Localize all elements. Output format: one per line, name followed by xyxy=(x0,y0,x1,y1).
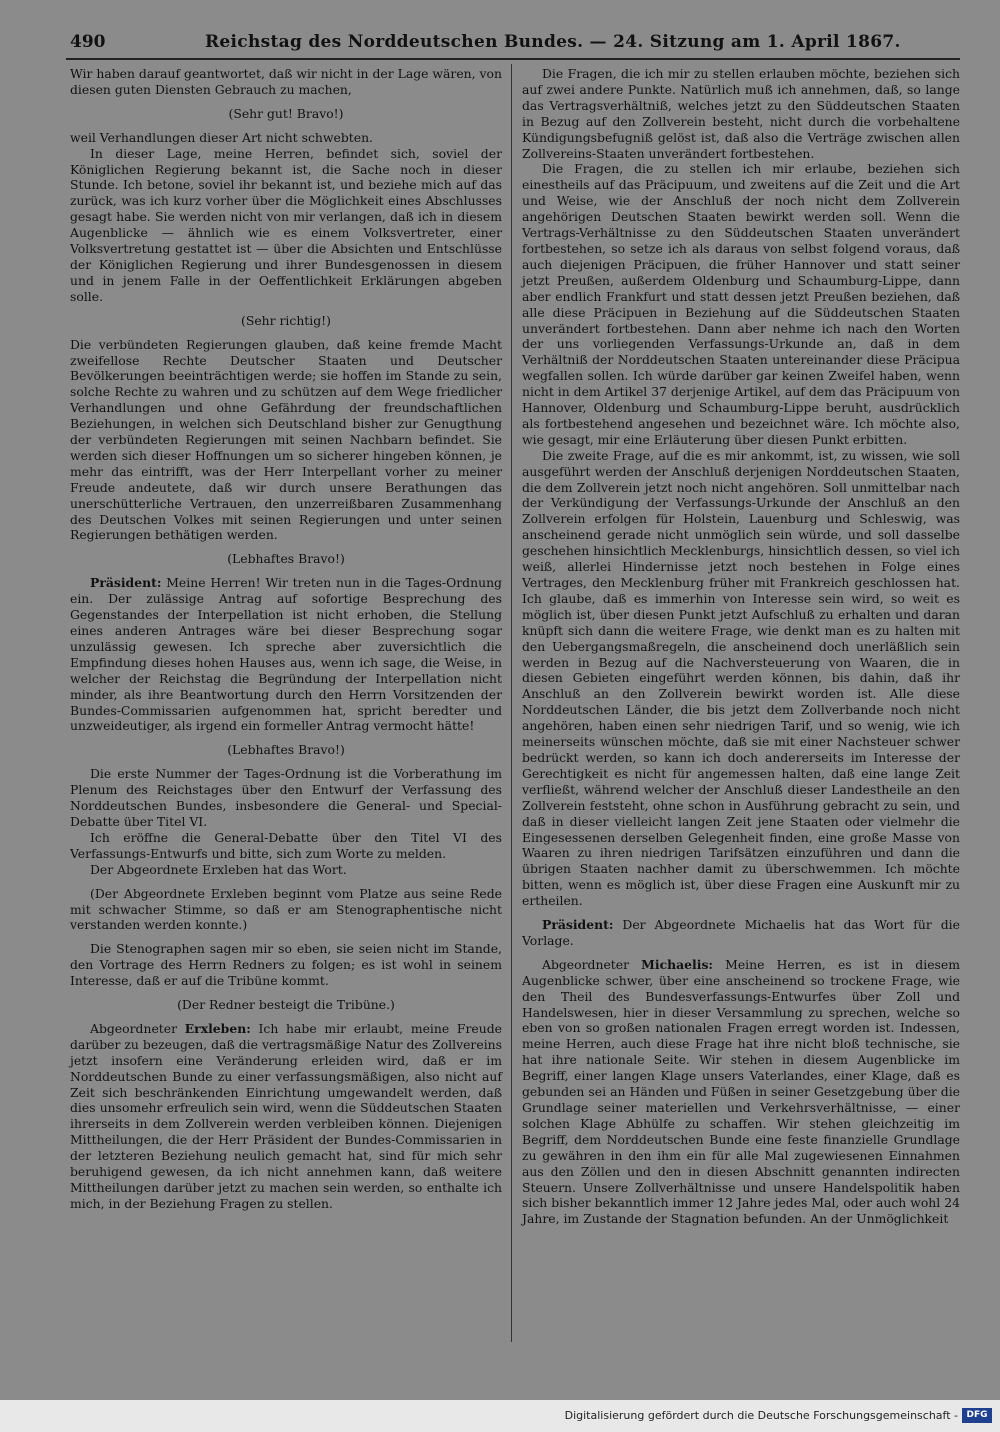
paragraph: Die erste Nummer der Tages-Ordnung ist die Vorberathung im Plenum des Reichstages über den Entwurf der Verfassung des Norddeutschen Bundes, insbesondere die General- und Special-Debatte über Titel VI. xyxy=(70,766,502,829)
column-divider xyxy=(511,64,512,1342)
speaker-prefix: Abgeordneter xyxy=(90,1020,178,1036)
audience-reaction: (Lebhaftes Bravo!) xyxy=(227,551,345,567)
audience-reaction: (Sehr richtig!) xyxy=(241,312,331,328)
footer-bar xyxy=(0,1400,1000,1432)
paragraph: Wir haben darauf geantwortet, daß wir nicht in der Lage wären, von diesen guten Diensten Gebrauch zu machen, xyxy=(70,66,502,97)
paragraph: Die Fragen, die zu stellen ich mir erlaube, beziehen sich einestheils auf das Präcipuum, und zweitens auf die Zeit und die Art und Weise, wie der Anschluß der noch nicht dem Zollverein angehörigen Deutschen Staaten bewirkt werden soll. Wenn die Vertrags-Verhältnisse zu den Süddeutschen Staaten unverändert fortbestehen, so setze ich als daraus von selbst folgend voraus, daß auch diejenigen Präcipuen, die früher Hannover und statt seiner jetzt Preußen, außerdem Oldenburg und Schaumburg-Lippe, dann aber endlich Frankfurt und statt dessen jetzt Preußen beziehen, daß alle diese Präcipuen in Beziehung auf die Süddeutschen Staaten unverändert fortbestehen. Dann aber nehme ich nach den Worten der uns vorliegenden Verfassungs-Urkunde an, daß in dem Verhältniß der Norddeutschen Staaten untereinander diese Präcipua wegfallen sollen. Ich würde darüber gar keinen Zweifel haben, wenn nicht in dem Artikel 37 derjenige Artikel, auf dem das Präcipuum von Hannover, Oldenburg und Schaumburg-Lippe beruht, ausdrücklich als fortbestehend angesehen und bezeichnet wäre. Ich möchte also, wie gesagt, mir eine Erläuterung über diesen Punkt erbitten. xyxy=(522,161,960,447)
paragraph: Die zweite Frage, auf die es mir ankommt, ist, zu wissen, wie soll ausgeführt werden der Anschluß derjenigen Norddeutschen Staaten, die dem Zollverein jetzt noch nicht angehören. Soll unmittelbar nach der Verkündigung der Verfassungs-Urkunde der Anschluß an den Zollverein erfolgen für Holstein, Lauenburg und Schleswig, was anscheinend gerade nicht unmöglich sein würde, und soll dasselbe geschehen hinsichtlich Mecklenburgs, hinsichtlich dessen, so viel ich weiß, allerlei Hindernisse jetzt noch bestehen in Folge eines Vertrages, den Mecklenburg früher mit Frankreich geschlossen hat. Ich glaube, daß es immerhin von Interesse sein wird, so weit es möglich ist, über diesen Punkt jetzt Aufschluß zu erhalten und daran knüpft sich dann die weitere Frage, wie denkt man es zu halten mit den Uebergangsmaßregeln, die anscheinend doch unerläßlich sein werden in Bezug auf die Nachversteuerung von Waaren, die in diesen Gebieten eingeführt werden können, bis dahin, daß ihr Anschluß an den Zollverein bewirkt worden ist. Alle diese Norddeutschen Länder, die bis jetzt dem Zollverbande noch nicht angehören, haben einen sehr niedrigen Tarif, und so wenig, wie ich meinerseits wünschen möchte, daß sie mit einer Nachsteuer schwer bedrückt werden, so kann ich doch andererseits im Interesse der Gerechtigkeit es nicht für angemessen halten, daß eine lange Zeit verfließt, während welcher der Anschluß dieser Landestheile an den Zollverein feststeht, ohne schon in Ausführung gebracht zu sein, und daß in dieser vielleicht langen Zeit jene Staaten oder vielmehr die Eingesessenen derselben Gelegenheit finden, eine große Masse von Waaren zu ihren niedrigen Tarifsätzen einzuführen und dann die übrigen Staaten nachher damit zu überschwemmen. Ich möchte bitten, wenn es möglich ist, über diese Fragen eine Auskunft mir zu ertheilen. xyxy=(522,447,960,909)
dfg-logo: DFG xyxy=(962,1408,992,1423)
speaker-prefix: Abgeordneter xyxy=(542,956,630,972)
paragraph: Die Stenographen sagen mir so eben, sie seien nicht im Stande, den Vortrage des Herrn Redners zu folgen; es ist wohl in seinem Interesse, daß er auf die Tribüne kommt. xyxy=(70,941,502,989)
audience-reaction: (Lebhaftes Bravo!) xyxy=(227,742,345,758)
speaker-name: Erxleben: xyxy=(184,1020,251,1036)
funding-note: Digitalisierung gefördert durch die Deutsche Forschungsgemeinschaft - xyxy=(564,1409,958,1422)
speaker-name: Präsident: xyxy=(90,575,162,591)
audience-reaction: (Sehr gut! Bravo!) xyxy=(228,105,344,121)
speech-text: Meine Herren, es ist in diesem Augenblicke schwer, über eine anscheinend so trockene Frage, wie den Theil des Bundesverfassungs-Entwurfes über Zoll und Handelswesen, hier in dieser Versammlung zu sprechen, welche so eben von so großen nationalen Fragen erregt worden ist. Indessen, meine Herren, auch diese Frage hat ihre nicht bloß technische, sie hat ihre nationale Seite. Wir stehen in diesem Augenblicke im Begriff, einer langen Klage unsers Vaterlandes, einer Klage, daß es gebunden sei an Händen und Füßen in seiner Gesetzgebung über die Grundlage seiner materiellen und Verkehrsverhältnisse, — einer solchen Klage Abhülfe zu schaffen. Wir stehen gleichzeitig im Begriff, dem Norddeutschen Bunde eine feste finanzielle Grundlage zu gewähren in den ihm ein für alle Mal zugewiesenen Einnahmen aus den Zöllen und den in diesen Abschnitt genannten indirecten Steuern. Unsere Zollverhältnisse und unsere Handelspolitik haben sich bisher bekanntlich immer 12 Jahre jedes Mal, oder auch wohl 24 Jahre, im Zustande der Stagnation befunden. An der Unmöglichkeit xyxy=(522,956,960,1227)
speech-text: Meine Herren! Wir treten nun in die Tages-Ordnung ein. Der zulässige Antrag auf sofortige Besprechung des Gegenstandes der Interpellation ist nicht erhoben, die Stellung eines anderen Antrages wäre bei dieser Besprechung sogar unzulässig gewesen. Ich spreche aber zuversichtlich die Empfindung dieses hohen Hauses aus, wenn ich sage, die Weise, in welcher der Reichstag die Begründung der Interpellation nicht minder, als ihre Beantwortung durch den Herrn Vorsitzenden der Bundes-Commissarien aufgenommen hat, spricht beredter und unzweideutiger, als irgend ein formeller Antrag vermocht hätte! xyxy=(70,575,502,734)
speaker-name: Michaelis: xyxy=(641,956,714,972)
speaker-name: Präsident: xyxy=(542,917,614,933)
paragraph: weil Verhandlungen dieser Art nicht schwebten. xyxy=(70,129,373,145)
header-rule xyxy=(66,58,960,60)
running-title: Reichstag des Norddeutschen Bundes. — 24. Sitzung am 1. April 1867. xyxy=(205,32,901,52)
speech-paragraph xyxy=(70,1021,502,1212)
right-column xyxy=(522,66,960,1227)
paragraph: Der Abgeordnete Erxleben hat das Wort. xyxy=(90,861,347,877)
paragraph: Die Fragen, die ich mir zu stellen erlauben möchte, beziehen sich auf zwei andere Punkte. Natürlich muß ich annehmen, daß, so lange das Vertragsverhältniß, welches jetzt zu den Süddeutschen Staaten in Bezug auf den Zollverein besteht, nicht durch die vorbehaltene Kündigungsbefugniß gelöst ist, daß also die Verträge zwischen allen Zollvereins-Staaten unverändert fortbestehen. xyxy=(522,66,960,161)
paragraph: Die verbündeten Regierungen glauben, daß keine fremde Macht zweifellose Rechte Deutscher Staaten und Deutscher Bevölkerungen beeinträchtigen werde; sie hoffen im Stande zu sein, solche Rechte zu wahren und zu schützen auf dem Wege friedlicher Verhandlungen und ohne Gefährdung der freundschaftlichen Beziehungen, in welchen sich Deutschland bisher zur Genugthung der verbündeten Regierungen mit seinen Nachbarn befindet. Sie werden sich dieser Hoffnungen um so sicherer hingeben können, je mehr das eintrifft, was der Herr Interpellant vorher zu meiner Freude andeutete, daß wir durch unsere Berathungen das unerschütterliche Vertrauen, den unzerreißbaren Zusammenhang des Deutschen Volkes mit seinen Regierungen und unter seinen Regierungen bethätigen werden. xyxy=(70,336,502,543)
speech-paragraph xyxy=(522,957,960,1227)
speech-paragraph xyxy=(70,575,502,734)
speech-text: Der Abgeordnete Michaelis hat das Wort für die Vorlage. xyxy=(522,917,960,948)
page-number: 490 xyxy=(70,32,106,52)
speech-paragraph xyxy=(522,917,960,949)
stage-direction: (Der Redner besteigt die Tribüne.) xyxy=(177,997,395,1013)
page-header xyxy=(70,32,960,54)
paragraph: Ich eröffne die General-Debatte über den Titel VI des Verfassungs-Entwurfs und bitte, sich zum Worte zu melden. xyxy=(70,829,502,861)
speech-text: Ich habe mir erlaubt, meine Freude darüber zu bezeugen, daß die vertragsmäßige Natur des Zollvereins jetzt insofern eine Veränderung erleiden wird, daß er im Norddeutschen Bunde zu einer verfassungsmäßigen, also nicht auf Zeit sich beschränkenden Einrichtung umgewandelt werden, daß dies unsomehr erfreulich sein wird, wenn die Süddeutschen Staaten ihrerseits in dem Zollverein werden verbleiben können. Diejenigen Mittheilungen, die der Herr Präsident der Bundes-Commissarien in der letzteren Beziehung neulich gemacht hat, sind für mich sehr beruhigend gewesen, da ich nicht annehmen kann, daß weitere Mittheilungen darüber jetzt zu machen sein werden, so enthalte ich mich, in der Beziehung Fragen zu stellen. xyxy=(70,1020,502,1211)
paragraph: In dieser Lage, meine Herren, befindet sich, soviel der Königlichen Regierung bekannt ist, die Sache noch in dieser Stunde. Ich betone, soviel ihr bekannt ist, und beziehe mich auf das zurück, was ich kurz vorher über die Möglichkeit eines Abschlusses gesagt habe. Sie werden nicht von mir verlangen, daß ich in diesem Augenblicke — ähnlich wie es einem Volksvertreter, einer Volksvertretung gestattet ist — über die Absichten und Entschlüsse der Königlichen Regierung und ihrer Bundesgenossen in diesem und in jenem Falle in der Oeffentlichkeit Erklärungen abgeben solle. xyxy=(70,145,502,304)
left-column xyxy=(70,66,502,1212)
stage-direction: (Der Abgeordnete Erxleben beginnt vom Platze aus seine Rede mit schwacher Stimme, so daß er am Stenographentische nicht verstanden werden konnte.) xyxy=(70,885,502,933)
